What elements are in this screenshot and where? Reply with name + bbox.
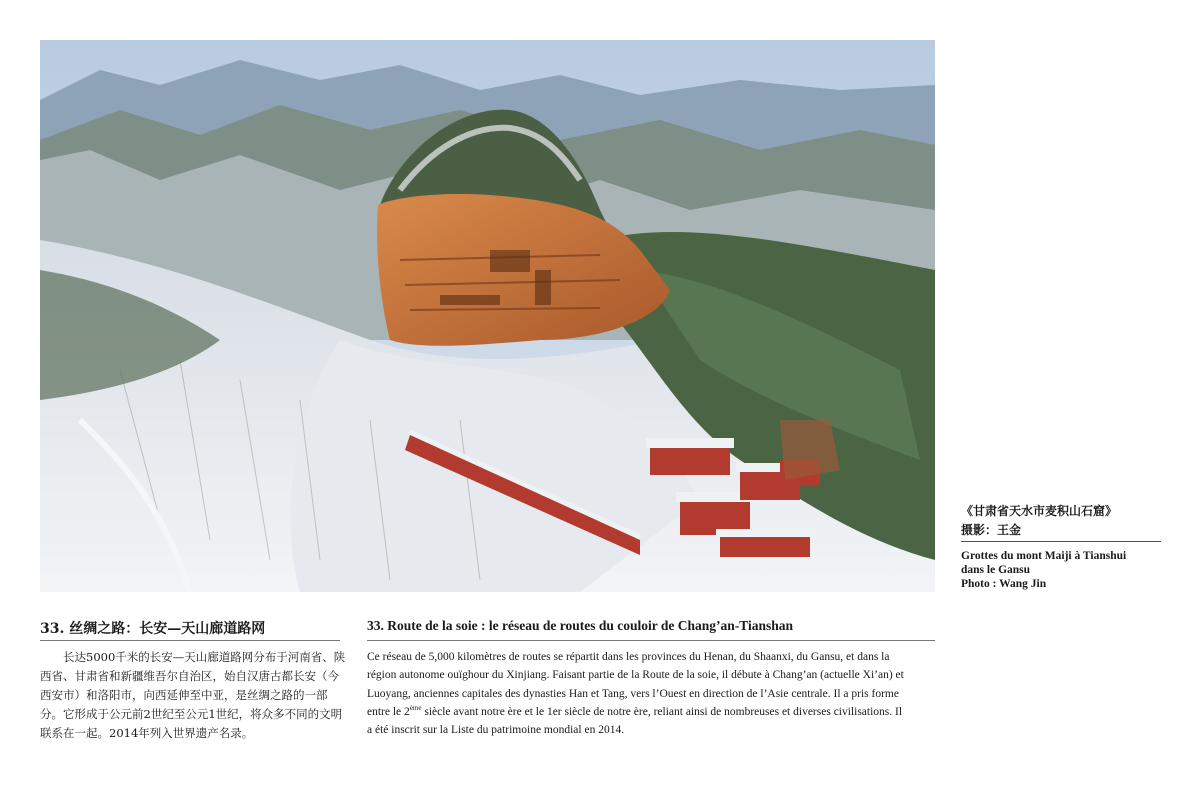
body-fr-text: siècle avant notre ère et le 1er siècle de notre ère, reliant ainsi de nombreuses et diverses civilisations. Il xyxy=(421,705,903,718)
hero-photo xyxy=(40,40,935,592)
body-zh-line: 联系在一起。2014年列入世界遗产名录。 xyxy=(40,726,254,740)
section-divider-zh xyxy=(40,640,340,641)
body-fr-line: Luoyang, anciennes capitales des dynasties Han et Tang, vers l’Ouest en direction de l’Asie centrale. Il a pris forme xyxy=(367,687,899,700)
section-body-zh xyxy=(40,648,344,743)
section-divider-fr xyxy=(367,640,935,641)
body-zh-line: 西安市）和洛阳市，向西延伸至中亚，是丝绸之路的一部 xyxy=(40,688,328,702)
body-fr-line xyxy=(367,703,942,721)
section-title-zh: 33. 丝绸之路：长安—天山廊道路网 xyxy=(40,621,266,637)
caption-fr xyxy=(961,549,1161,591)
body-zh-line: 分。它形成于公元前2世纪至公元1世纪，将众多不同的文明 xyxy=(40,707,343,721)
caption-fr-line: Grottes du mont Maiji à Tianshui xyxy=(961,550,1127,562)
caption-fr-line: Photo : Wang Jin xyxy=(961,578,1047,590)
body-fr-line: Ce réseau de 5,000 kilomètres de routes se répartit dans les provinces du Henan, du Shaanxi, du Gansu, et dans la xyxy=(367,651,890,663)
section-body-fr xyxy=(367,648,942,739)
body-fr-line: région autonome ouïghour du Xinjiang. Faisant partie de la Route de la soie, il débute à Chang’an (actuelle Xi’an) et xyxy=(367,669,904,682)
section-title-fr: 33. Route de la soie : le réseau de routes du couloir de Chang’an-Tianshan xyxy=(367,618,794,633)
caption-zh-title: 《甘肃省天水市麦积山石窟》 xyxy=(961,504,1118,518)
caption-fr-line: dans le Gansu xyxy=(961,564,1031,576)
caption-divider xyxy=(961,541,1161,542)
maiji-mountain-image xyxy=(40,40,935,592)
caption-zh-photographer: 摄影：王金 xyxy=(961,523,1022,537)
body-zh-line: 西省、甘肃省和新疆维吾尔自治区，始自汉唐古都长安（今 xyxy=(40,669,339,683)
body-zh-line: 长达5000千米的长安—天山廊道路网分布于河南省、陕 xyxy=(63,650,346,664)
body-fr-line: a été inscrit sur la Liste du patrimoine mondial en 2014. xyxy=(367,724,625,737)
body-fr-text: entre le 2 xyxy=(367,705,410,718)
ordinal-superscript: ème xyxy=(409,704,422,713)
